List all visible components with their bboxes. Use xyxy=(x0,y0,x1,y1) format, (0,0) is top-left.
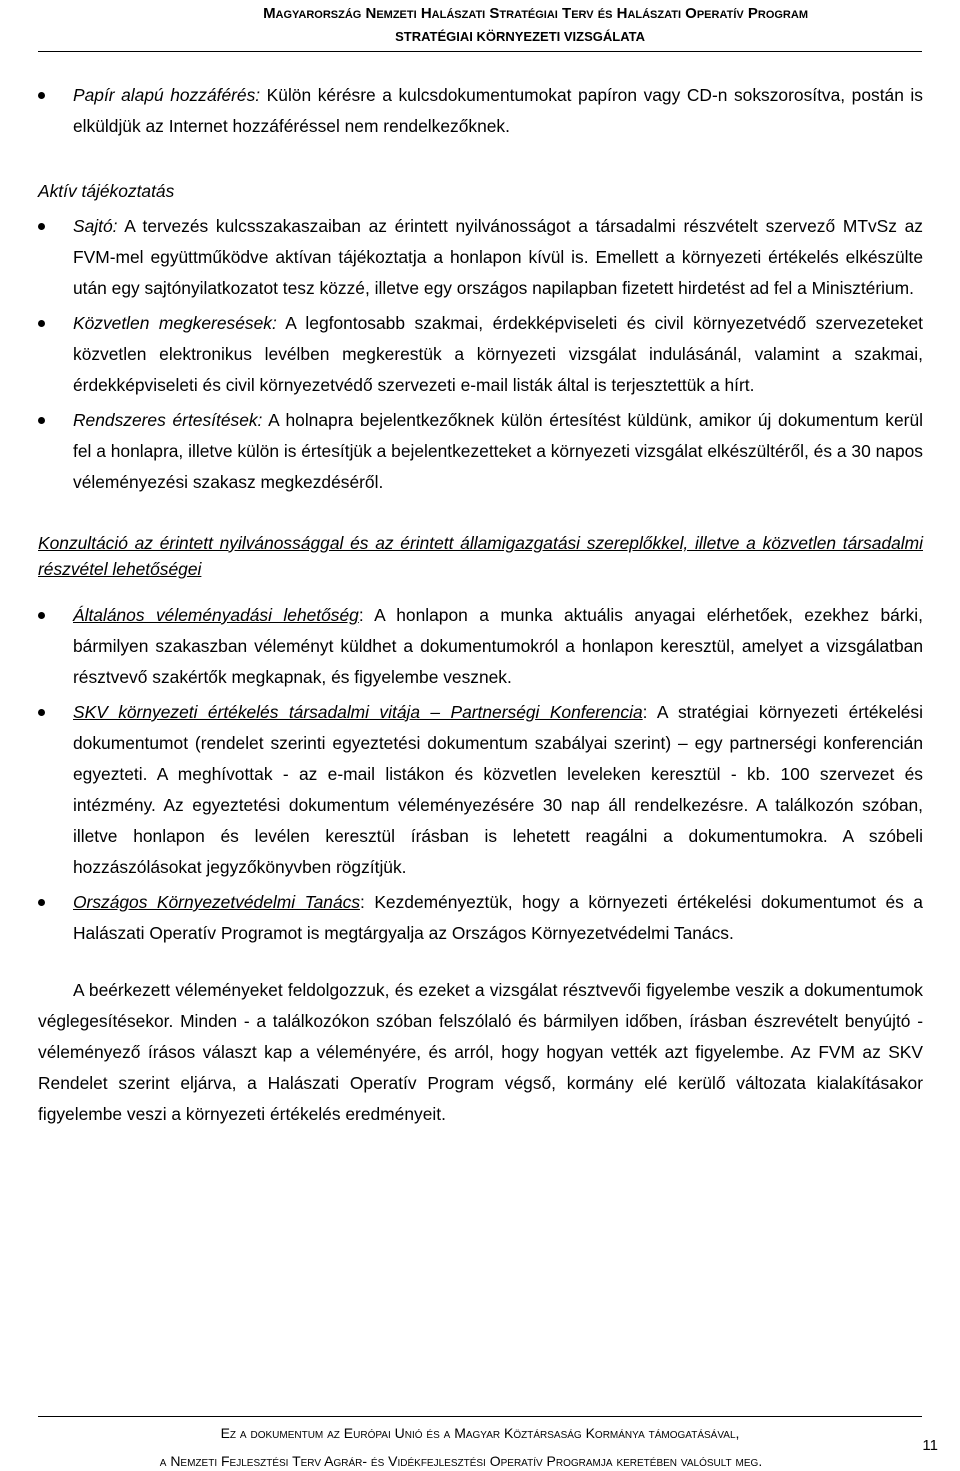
item-text: A legfontosabb szakmai, érdekképviseleti és civil környezetvédő szervezeteket közvetlen elektronikus levélben megkerestük a környezeti vizsgálat indulásánál, valamint a szakmai, érdekképviseleti és civil környezetvédő szervezeti e-mail listák által is terjesztettük a hírt. xyxy=(73,313,923,395)
bullet-icon xyxy=(38,92,45,99)
closing-paragraph: A beérkezett véleményeket feldolgozzuk, és ezeket a vizsgálat résztvevői figyelembe veszik a dokumentumok véglegesítésekor. Minden - a találkozókon szóban felszólaló és bármilyen időben, írásban észrevételt benyújtó - véleményező írásos választ kap a véleményére, és arról, hogy hogyan vették azt figyelembe. Az FVM az SKV Rendelet szerint eljárva, a Halászati Operatív Program végső, kormány elé kerülő változata kialakításakor figyelembe veszi a környezeti értékelés eredményeit. xyxy=(38,980,923,1124)
item-lead: Papír alapú hozzáférés: xyxy=(73,85,261,105)
header-divider xyxy=(38,51,922,52)
bullet-icon xyxy=(38,223,45,230)
page-header xyxy=(0,0,960,47)
list-item xyxy=(38,697,923,883)
item-text: : A stratégiai környezeti értékelési dokumentumot (rendelet szerinti egyeztetési dokumentum szabályai szerint) – egy partnerségi konferencián egyezteti. A meghívottak - az e-mail listákon és közvetlen leveleken keresztül - kb. 100 szervezet és intézmény. Az egyeztetési dokumentum véleményezésére 30 nap áll rendelkezésre. A találkozón szóban, illetve honlapon és levélen keresztül írásban is lehetett reagálni a dokumentumokra. A szóbeli hozzászólásokat jegyzőkönyvben rögzítjük. xyxy=(73,702,923,877)
page-footer xyxy=(0,1417,960,1471)
item-lead: Általános véleményadási lehetőség xyxy=(73,605,359,625)
bullet-icon xyxy=(38,417,45,424)
item-lead: SKV környezeti értékelés társadalmi vitája – Partnerségi Konferencia xyxy=(73,702,643,722)
document-body xyxy=(38,80,923,1130)
item-lead: Sajtó: xyxy=(73,216,118,236)
footer-line2: a Nemzeti Fejlesztési Terv Agrár- és Vidékfejlesztési Operatív Programja keretében valósult meg. xyxy=(159,1453,763,1469)
list-item xyxy=(38,405,923,498)
item-text: A tervezés kulcsszakaszaiban az érintett nyilvánosságot a társadalmi részvételt szervező MTvSz az FVM-mel együttműködve aktívan tájékoztatja a honlapon kívül is. Emellett a környezeti értékelés elkészülte után egy sajtónyilatkozatot tesz közzé, illetve egy országos napilapban fizetett hirdetést ad fel a Minisztérium. xyxy=(73,216,923,298)
header-title-line1: Magyarország Nemzeti Halászati Stratégiai Terv és Halászati Operatív Program xyxy=(263,5,808,22)
item-lead: Rendszeres értesítések: xyxy=(73,410,263,430)
item-text: A holnapra bejelentkezőknek külön értesítést küldünk, amikor új dokumentum kerül fel a honlapra, illetve külön is értesítjük a bejelentkezetteket a környezeti vizsgálat elkészültéről, és a 30 napos véleményezési szakasz megkezdéséről. xyxy=(73,410,923,492)
item-lead: Közvetlen megkeresések: xyxy=(73,313,277,333)
header-title-line2: STRATÉGIAI KÖRNYEZETI VIZSGÁLATA xyxy=(395,29,645,44)
bullet-icon xyxy=(38,709,45,716)
list-item xyxy=(38,308,923,401)
list-item xyxy=(38,80,923,142)
list-item xyxy=(38,887,923,949)
bullet-icon xyxy=(38,320,45,327)
list-item xyxy=(38,600,923,693)
page-number: 11 xyxy=(922,1437,938,1454)
item-lead: Országos Környezetvédelmi Tanács xyxy=(73,892,361,912)
bullet-icon xyxy=(38,612,45,619)
item-text: : Kezdeményeztük, hogy a környezeti értékelési dokumentumot és a Halászati Operatív Programot is megtárgyalja az Országos Környezetvédelmi Tanács. xyxy=(73,892,923,943)
section-heading-konzultacio: Konzultáció az érintett nyilvánossággal és az érintett államigazgatási szereplőkkel, illetve a közvetlen társadalmi részvétel lehetőségei xyxy=(38,533,923,579)
bullet-icon xyxy=(38,899,45,906)
list-item xyxy=(38,211,923,304)
section-heading-aktiv: Aktív tájékoztatás xyxy=(38,181,175,201)
footer-line1: Ez a dokumentum az Európai Unió és a Magyar Köztársaság Kormánya támogatásával, xyxy=(220,1425,740,1441)
item-text: Külön kérésre a kulcsdokumentumokat papíron vagy CD-n sokszorosítva, postán is elküldjük az Internet hozzáféréssel nem rendelkezőknek. xyxy=(73,85,923,136)
item-text: : A honlapon a munka aktuális anyagai elérhetőek, ezekhez bárki, bármilyen szakaszban véleményt küldhet a dokumentumokról a honlapon keresztül, amelyet a vizsgálatban résztvevő szakértők megkapnak, és figyelembe vesznek. xyxy=(73,605,923,687)
